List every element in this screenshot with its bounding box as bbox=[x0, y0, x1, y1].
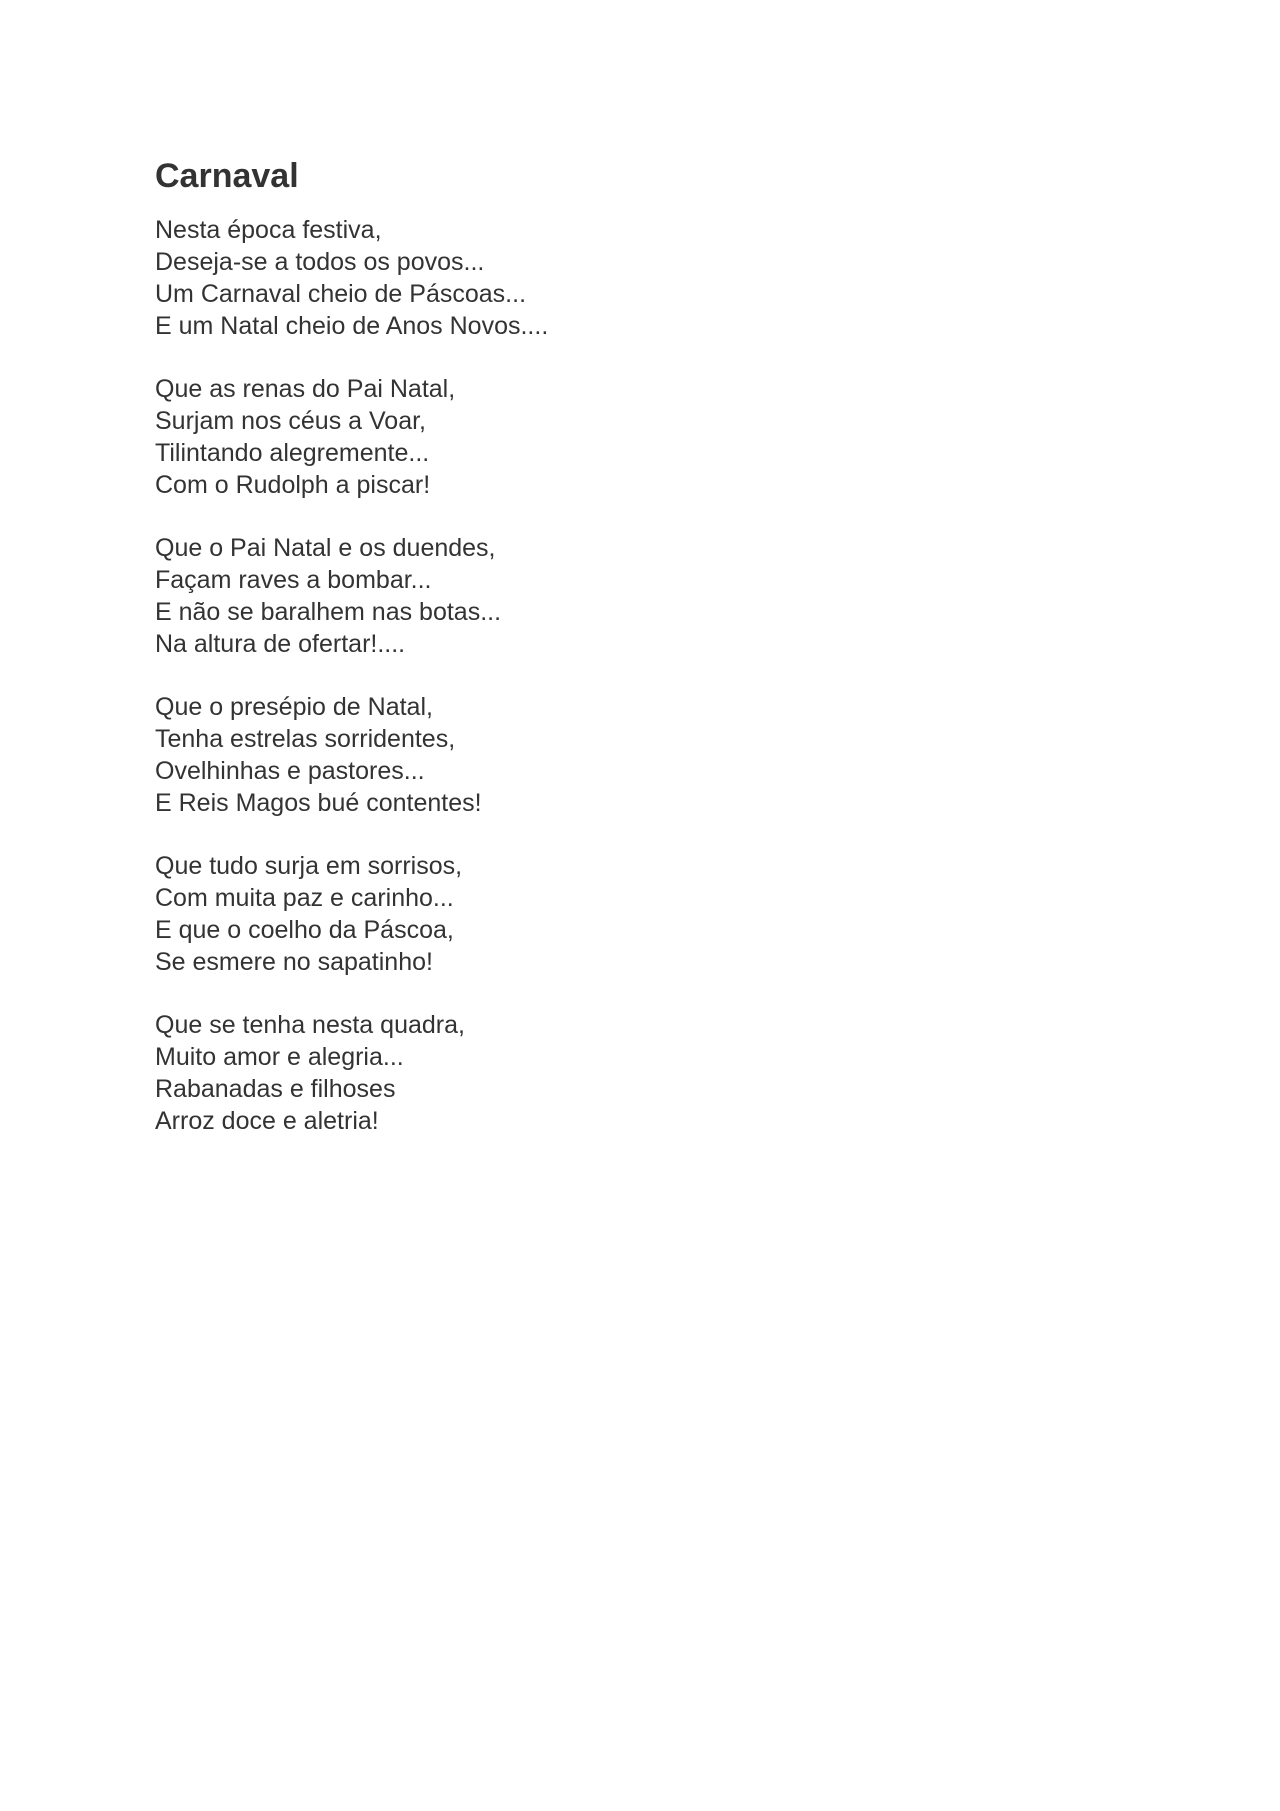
poem-line: Com o Rudolph a piscar! bbox=[155, 471, 431, 499]
poem-line: Que se tenha nesta quadra, bbox=[155, 1011, 465, 1039]
poem-line: Que o presépio de Natal, bbox=[155, 693, 433, 721]
poem-line: Deseja-se a todos os povos... bbox=[155, 248, 485, 276]
poem-line: Se esmere no sapatinho! bbox=[155, 948, 433, 976]
stanza-4 bbox=[155, 691, 1055, 819]
poem-line: Tenha estrelas sorridentes, bbox=[155, 725, 456, 753]
stanza-6 bbox=[155, 1009, 1055, 1137]
poem-line: E um Natal cheio de Anos Novos.... bbox=[155, 312, 549, 340]
poem-line: Que o Pai Natal e os duendes, bbox=[155, 534, 496, 562]
poem-line: Tilintando alegremente... bbox=[155, 439, 430, 467]
poem-line: Com muita paz e carinho... bbox=[155, 884, 454, 912]
poem-title: Carnaval bbox=[155, 157, 299, 195]
stanza-3 bbox=[155, 532, 1055, 660]
poem-line: Surjam nos céus a Voar, bbox=[155, 407, 426, 435]
poem-line: Façam raves a bombar... bbox=[155, 566, 432, 594]
poem-line: E Reis Magos bué contentes! bbox=[155, 789, 482, 817]
poem-line: Que tudo surja em sorrisos, bbox=[155, 852, 463, 880]
poem-line: Na altura de ofertar!.... bbox=[155, 630, 406, 658]
poem-line: Ovelhinhas e pastores... bbox=[155, 757, 425, 785]
poem-line: E que o coelho da Páscoa, bbox=[155, 916, 454, 944]
poem-line: Rabanadas e filhoses bbox=[155, 1075, 396, 1103]
poem-line: Arroz doce e aletria! bbox=[155, 1107, 379, 1135]
poem-line: Que as renas do Pai Natal, bbox=[155, 375, 456, 403]
poem-line: Nesta época festiva, bbox=[155, 216, 382, 244]
poem-body bbox=[155, 214, 1055, 1137]
poem-line: E não se baralhem nas botas... bbox=[155, 598, 502, 626]
stanza-2 bbox=[155, 373, 1055, 501]
poem-line: Um Carnaval cheio de Páscoas... bbox=[155, 280, 527, 308]
document-content bbox=[155, 152, 1055, 1168]
poem-line: Muito amor e alegria... bbox=[155, 1043, 404, 1071]
stanza-5 bbox=[155, 850, 1055, 978]
stanza-1 bbox=[155, 214, 1055, 342]
